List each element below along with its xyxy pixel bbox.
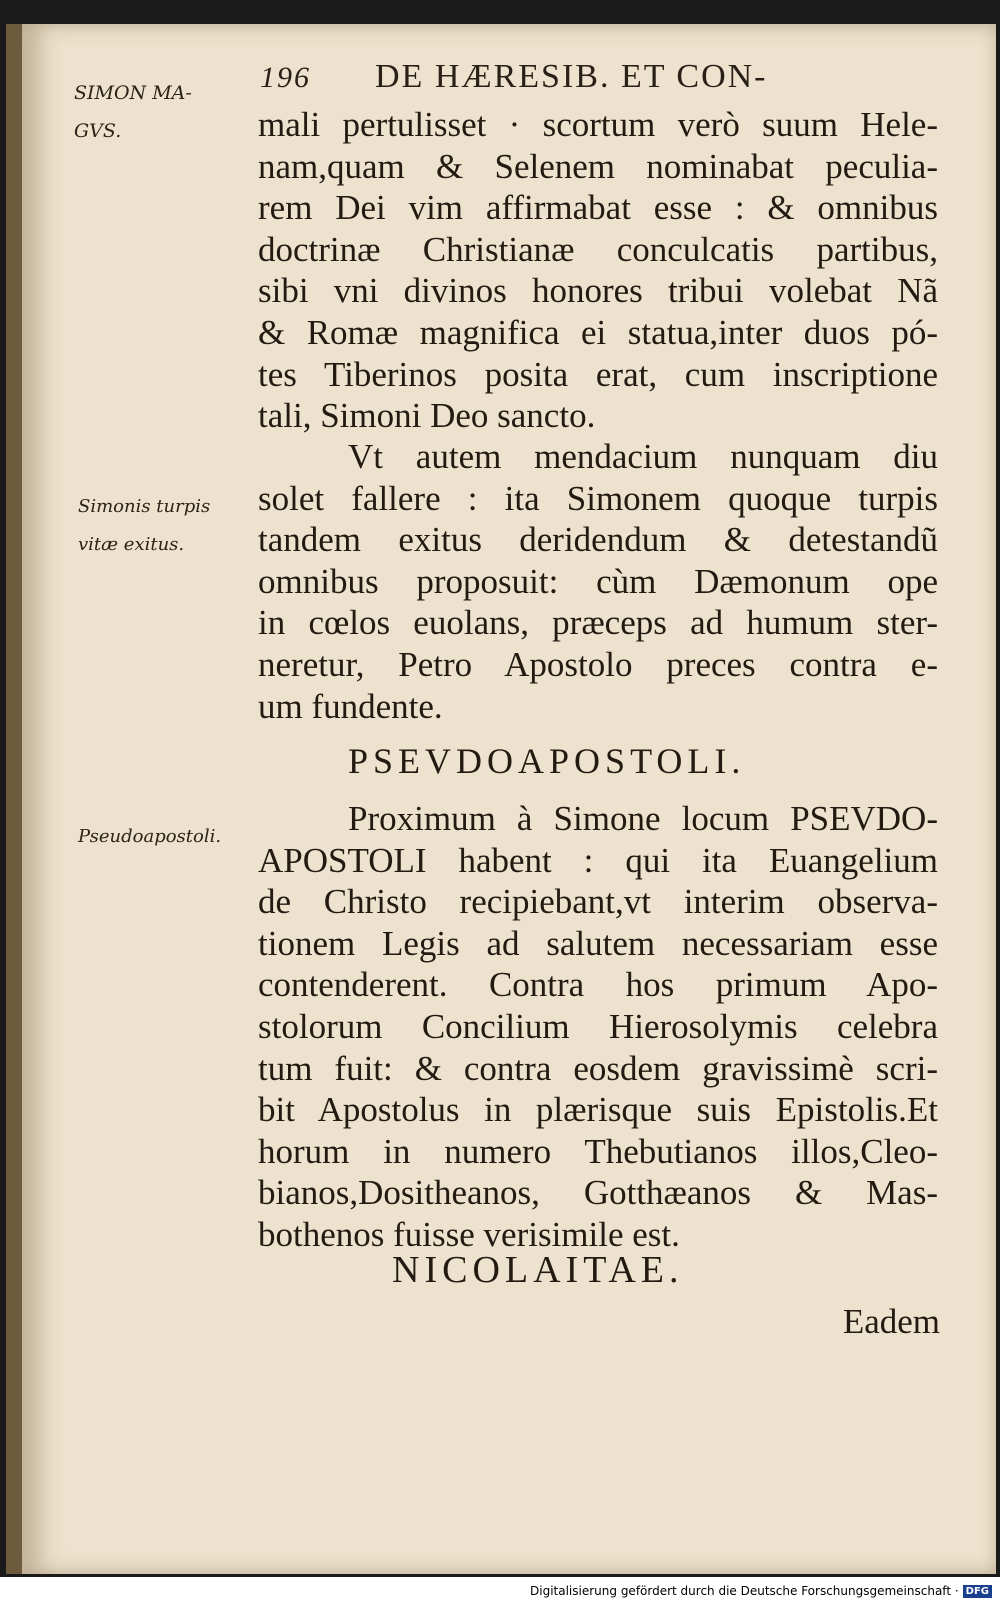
dfg-logo: DFG xyxy=(963,1585,992,1598)
text-line: neretur, Petro Apostolo preces contra e- xyxy=(258,644,938,684)
margin-note-line: vitæ exitus. xyxy=(78,534,185,555)
margin-note-simon-magus xyxy=(74,74,192,150)
text-line: in cœlos euolans, præceps ad humum ster- xyxy=(258,603,938,643)
section-heading-pseudoapostoli: PSEVDOAPOSTOLI. xyxy=(348,741,746,781)
text-line: doctrinæ Christianæ conculcatis partibus, xyxy=(258,229,938,269)
text-line: tes Tiberinos posita erat, cum inscriptione xyxy=(258,354,938,394)
paragraph-3 xyxy=(258,798,938,1256)
text-line: um fundente. xyxy=(258,686,443,726)
margin-note-line: SIMON MA- xyxy=(74,82,192,104)
text-line: solet fallere : ita Simonem quoque turpis xyxy=(258,478,938,518)
text-line: tali, Simoni Deo sancto. xyxy=(258,396,596,436)
running-title: DE HÆRESIB. ET CON- xyxy=(375,58,768,95)
margin-note-line: GVS. xyxy=(74,120,122,142)
text-line: bianos,Dositheanos, Gotthæanos & Mas- xyxy=(258,1173,938,1213)
text-line: contenderent. Contra hos primum Apo- xyxy=(258,965,938,1005)
margin-note-simonis-turpis xyxy=(78,488,210,564)
margin-note-line: Simonis turpis xyxy=(78,496,211,517)
footer-credit-bar xyxy=(0,1577,1000,1605)
text-line: nam,quam & Selenem nominabat peculia- xyxy=(258,146,938,186)
text-line: bit Apostolus in plærisque suis Epistolis.Et xyxy=(258,1090,938,1130)
text-line: stolorum Concilium Hierosolymis celebra xyxy=(258,1006,938,1046)
paragraph-1 xyxy=(258,104,938,437)
text-line: tum fuit: & contra eosdem gravissimè scri- xyxy=(258,1048,938,1088)
running-header xyxy=(260,58,768,96)
catchword: Eadem xyxy=(842,1302,940,1341)
text-line: Vt autem mendacium nunquam diu xyxy=(348,437,938,476)
margin-note-pseudoapostoli: Pseudoapostoli. xyxy=(78,826,222,847)
text-line: Proximum à Simone locum PSEVDO- xyxy=(348,799,938,838)
text-line: sibi vni divinos honores tribui volebat Nã xyxy=(258,271,938,311)
text-line: tionem Legis ad salutem necessariam esse xyxy=(258,923,938,963)
text-line: APOSTOLI habent : qui ita Euangelium xyxy=(258,840,938,880)
text-line: omnibus proposuit: cùm Dæmonum ope xyxy=(258,561,938,601)
text-line: & Romæ magnifica ei statua,inter duos pó- xyxy=(258,312,938,352)
text-line: horum in numero Thebutianos illos,Cleo- xyxy=(258,1131,938,1171)
footer-credit-text: Digitalisierung gefördert durch die Deutsche Forschungsgemeinschaft · xyxy=(530,1584,959,1598)
page-number: 196 xyxy=(260,61,311,94)
text-line: tandem exitus deridendum & detestandũ xyxy=(258,520,938,560)
section-heading-nicolaitae: NICOLAITAE. xyxy=(392,1249,684,1291)
text-line: de Christo recipiebant,vt interim observa- xyxy=(258,882,938,922)
text-line: rem Dei vim affirmabat esse : & omnibus xyxy=(258,188,938,228)
text-line: bothenos fuisse verisimile est. xyxy=(258,1214,680,1254)
paragraph-2 xyxy=(258,436,938,727)
text-line: mali pertulisset · scortum verò suum Hele- xyxy=(258,105,938,144)
